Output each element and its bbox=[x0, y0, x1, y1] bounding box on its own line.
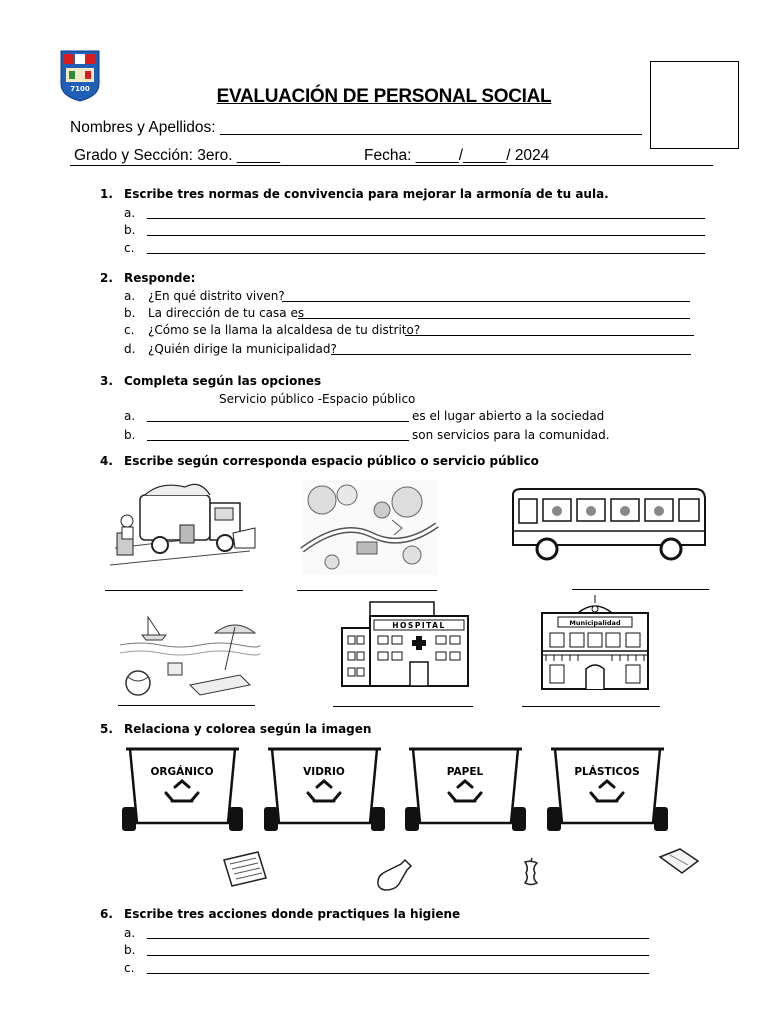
q3-answer-line-a[interactable] bbox=[147, 421, 409, 422]
q1-answer-line-a[interactable] bbox=[147, 218, 705, 219]
bottle-icon[interactable] bbox=[375, 858, 415, 897]
q3-item-a-letter: a. bbox=[124, 409, 136, 423]
park-picture bbox=[302, 480, 437, 580]
bin-label-vidrio: VIDRIO bbox=[303, 766, 345, 778]
plastic-bag-icon[interactable] bbox=[658, 845, 700, 880]
bus-picture bbox=[505, 483, 710, 573]
names-input-line[interactable] bbox=[220, 134, 642, 135]
q1-item-a: a. bbox=[124, 206, 136, 220]
q3-answer-line-b[interactable] bbox=[147, 440, 409, 441]
logo-code: 7100 bbox=[70, 85, 90, 93]
q6-answer-line-a[interactable] bbox=[147, 938, 649, 939]
bin-organico[interactable] bbox=[122, 749, 243, 831]
municipality-sign: Municipalidad bbox=[569, 619, 621, 627]
question-1 bbox=[100, 187, 609, 201]
q1-answer-line-c[interactable] bbox=[147, 253, 705, 254]
q2-item-a: a. ¿En qué distrito viven? bbox=[124, 289, 285, 303]
recycling-bins bbox=[120, 745, 690, 840]
q6-item-b: b. bbox=[124, 943, 136, 957]
q2-item-d: d. ¿Quién dirige la municipalidad? bbox=[124, 342, 337, 356]
q2-item-c: c. ¿Cómo se la llama la alcaldesa de tu distrito? bbox=[124, 323, 421, 337]
question-number: 1. bbox=[100, 187, 113, 201]
q4-answer-line-6[interactable] bbox=[522, 706, 660, 707]
q6-answer-line-c[interactable] bbox=[147, 973, 649, 974]
bin-papel[interactable] bbox=[405, 749, 526, 831]
municipality-picture bbox=[538, 595, 653, 695]
q2-item-b: b. La dirección de tu casa es bbox=[124, 306, 305, 320]
question-6: 6. Escribe tres acciones donde practiques la higiene bbox=[100, 907, 461, 921]
header-divider bbox=[70, 165, 713, 166]
q4-answer-line-2[interactable] bbox=[297, 590, 437, 591]
bin-plasticos[interactable] bbox=[547, 749, 668, 831]
q6-item-a: a. bbox=[124, 926, 136, 940]
q4-answer-line-4[interactable] bbox=[118, 705, 255, 706]
q4-answer-line-5[interactable] bbox=[333, 706, 473, 707]
q3-item-b-text: son servicios para la comunidad. bbox=[412, 428, 610, 442]
hospital-sign: HOSPITAL bbox=[392, 621, 446, 630]
grade-label: Grado y Sección: 3ero. _____ bbox=[74, 147, 280, 164]
date-label: Fecha: _____/_____/ 2024 bbox=[364, 147, 550, 164]
q2-answer-line-d[interactable] bbox=[331, 354, 691, 355]
q2-answer-line-b[interactable] bbox=[298, 318, 690, 319]
question-5: 5. Relaciona y colorea según la imagen bbox=[100, 722, 372, 736]
bin-vidrio[interactable] bbox=[264, 749, 385, 831]
page-title: EVALUACIÓN DE PERSONAL SOCIAL bbox=[216, 86, 552, 107]
bin-label-organico: ORGÁNICO bbox=[150, 766, 214, 778]
q1-item-c: c. bbox=[124, 241, 135, 255]
question-3: 3. Completa según las opciones bbox=[100, 374, 322, 388]
names-label: Nombres y Apellidos: bbox=[70, 119, 216, 136]
garbage-truck-picture bbox=[105, 473, 255, 588]
q2-answer-line-c[interactable] bbox=[405, 335, 694, 336]
q6-item-c: c. bbox=[124, 961, 135, 975]
q3-options: Servicio público -Espacio público bbox=[219, 392, 416, 406]
q6-answer-line-b[interactable] bbox=[147, 955, 649, 956]
newspaper-icon[interactable] bbox=[220, 850, 270, 895]
q2-answer-line-a[interactable] bbox=[282, 301, 690, 302]
bin-label-papel: PAPEL bbox=[446, 766, 484, 778]
bin-label-plasticos: PLÁSTICOS bbox=[574, 766, 640, 778]
q4-answer-line-3[interactable] bbox=[572, 589, 709, 590]
q3-item-a-text: es el lugar abierto a la sociedad bbox=[412, 409, 605, 423]
q1-answer-line-b[interactable] bbox=[147, 235, 705, 236]
question-text: Escribe tres normas de convivencia para mejorar la armonía de tu aula. bbox=[124, 187, 609, 201]
beach-picture bbox=[120, 605, 260, 705]
apple-core-icon[interactable] bbox=[518, 858, 544, 893]
hospital-picture bbox=[340, 602, 470, 692]
q1-item-b: b. bbox=[124, 223, 136, 237]
q3-item-b-letter: b. bbox=[124, 428, 136, 442]
q4-answer-line-1[interactable] bbox=[105, 590, 243, 591]
question-2: 2. Responde: bbox=[100, 271, 196, 285]
question-4: 4. Escribe según corresponda espacio público o servicio público bbox=[100, 454, 539, 468]
